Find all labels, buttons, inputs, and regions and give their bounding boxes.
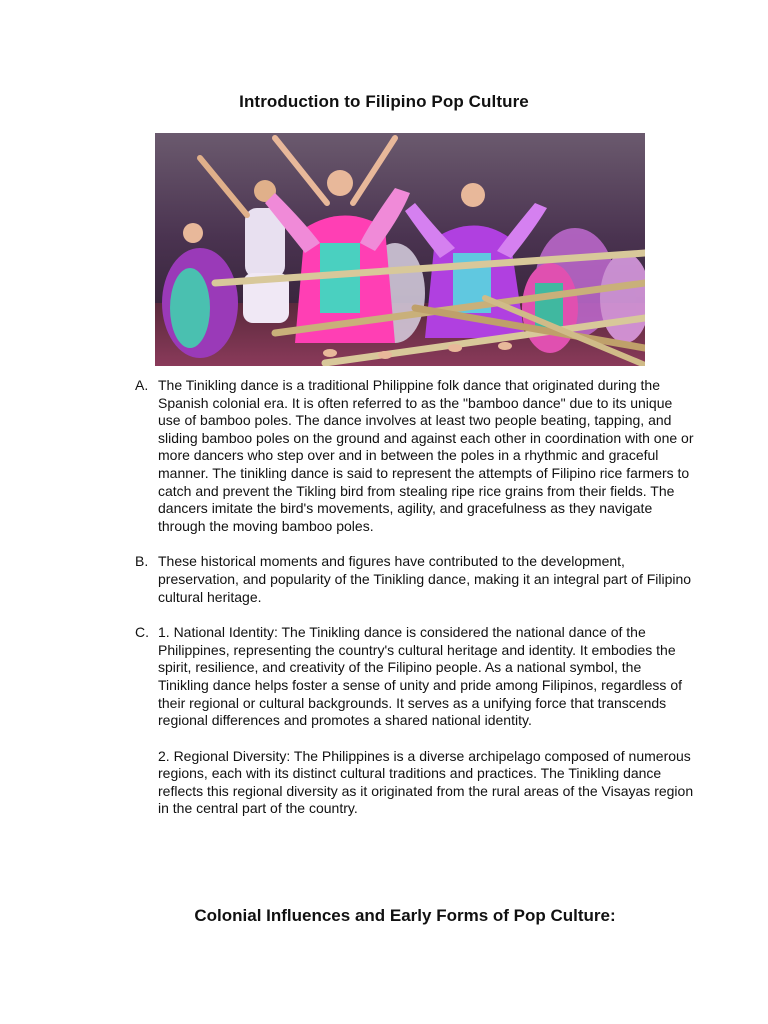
paragraph: 2. Regional Diversity: The Philippines is a diverse archipelago composed of numerous regions, each with its distinct cultural traditions and practices. The Tinikling dance reflects this regional diversity as it originated from the rural areas of the Visayas region in the central part of the country.	[158, 747, 694, 817]
list-item-c	[135, 624, 695, 818]
paragraph: 1. National Identity: The Tinikling dance is considered the national dance of the Philippines, representing the country's cultural heritage and identity. It embodies the spirit, resilience, and creativity of the Filipino people. As a national symbol, the Tinikling dance helps foster a sense of unity and pride among Filipinos, regardless of their regional or cultural backgrounds. It serves as a unifying force that transcends regional differences and promotes a shared national identity.	[158, 624, 682, 729]
list-marker: C.	[135, 624, 149, 641]
page-title: Introduction to Filipino Pop Culture	[239, 92, 529, 111]
content-list	[135, 377, 695, 818]
list-marker: A.	[135, 377, 149, 393]
list-marker: B.	[135, 553, 149, 570]
tinikling-dancers-photo	[155, 133, 645, 366]
list-item-b	[135, 553, 695, 606]
list-item-a	[135, 377, 695, 535]
paragraph: The Tinikling dance is a traditional Philippine folk dance that originated during the Spanish colonial era. It is often referred to as the "bamboo dance" due to its unique use of bamboo poles. The dance involves at least two people beating, tapping, and sliding bamboo poles on the ground and against each other in coordination with one or more dancers who step over and in between the poles in a rhythmic and graceful manner. The tinikling dance is said to represent the attempts of Filipino rice farmers to catch and prevent the Tikling bird from stealing ripe rice grains from their fields. The dancers imitate the bird's movements, agility, and gracefulness as they navigate through the moving bamboo poles.	[158, 377, 694, 534]
paragraph: These historical moments and figures have contributed to the development, preservation, and popularity of the Tinikling dance, making it an integral part of Filipino cultural heritage.	[158, 553, 692, 605]
section-heading: Colonial Influences and Early Forms of Pop Culture:	[194, 906, 616, 925]
